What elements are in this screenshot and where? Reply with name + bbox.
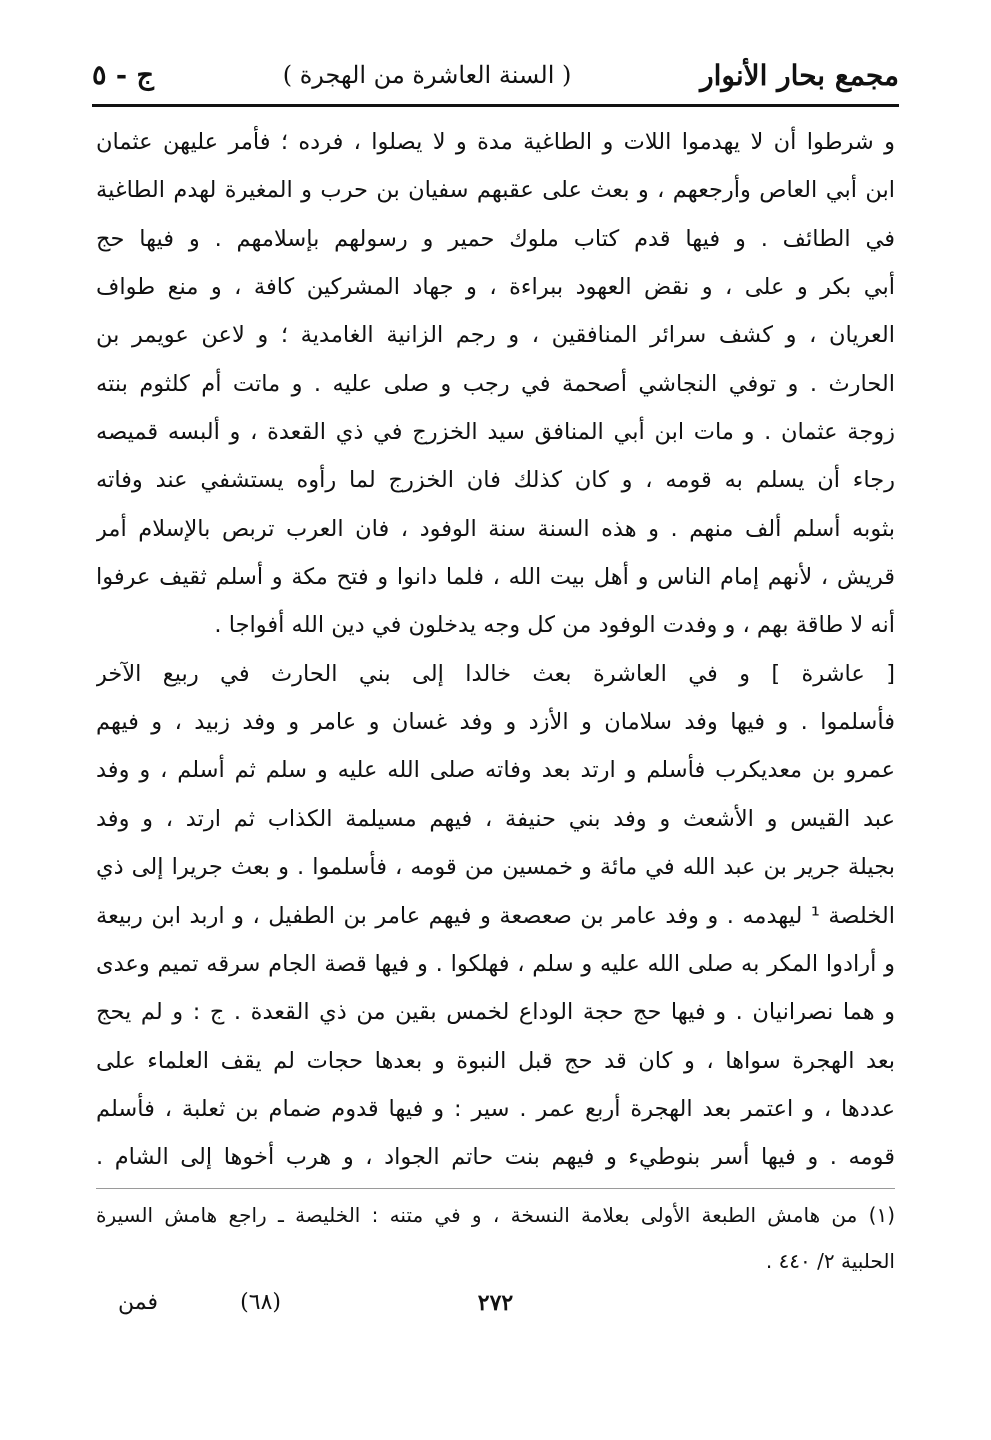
text-line: بثوبه أسلم ألف منهم . و هذه السنة سنة الوفود ، فان العرب تربص بالإسلام أمر [96, 515, 895, 542]
catchword: فمن [118, 1290, 158, 1315]
text-line: أنه لا طاقة بهم ، و وفدت الوفود من كل وجه يدخلون في دين الله أفواجا . [214, 612, 895, 639]
text-line: قريش ، لأنهم إمام الناس و أهل بيت الله ، فلما دانوا و فتح مكة و أسلم ثقيف عرفوا [96, 564, 895, 591]
text-line: عبد القيس و الأشعث و وفد بني حنيفة ، فيهم مسيلمة الكذاب ثم ارتد ، و وفد [96, 805, 895, 832]
page-number: ٢٧٢ [477, 1290, 514, 1316]
text-line: و شرطوا أن لا يهدموا اللات و الطاغية مدة و لا يصلوا ، فرده ؛ فأمر عليهن عثمان [96, 129, 895, 155]
text-line: بجيلة جرير بن عبد الله في مائة و خمسين من قومه ، فأسلموا . و بعث جريرا إلى ذي [96, 854, 895, 881]
text-line: عمرو بن معديكرب فأسلم و ارتد بعد وفاته صلى الله عليه و سلم ثم أسلم ، و وفد [96, 757, 895, 784]
text-line: الخلصة ¹ ليهدمه . و وفد عامر بن صعصعة و فيهم عامر بن الطفيل ، و اربد ابن ربيعة [96, 902, 895, 929]
footnote-line: الحلبية ٢/ ٤٤٠ . [765, 1249, 895, 1273]
volume-label: ج - ٥ [92, 59, 154, 91]
text-line: أبي بكر و على ، و نقض العهود ببراءة ، و جهاد المشركين كافة ، و منع طواف [96, 274, 895, 301]
footnotes [96, 1192, 895, 1284]
section-title: ( السنة العاشرة من الهجرة ) [282, 61, 572, 89]
footnote-line: (١) من هامش الطبعة الأولى بعلامة النسخة ، و في متنه : الخليصة ـ راجع هامش السيرة [96, 1203, 895, 1227]
text-line: فأسلموا . و فيها وفد سلامان و الأزد و وفد غسان و عامر و وفد زبيد ، و فيهم [96, 709, 895, 736]
book-title: مجمع بحار الأنوار [700, 58, 899, 92]
text-line: زوجة عثمان . و مات ابن أبي المنافق سيد الخزرج في ذي القعدة ، و ألبسه قميصه [96, 419, 895, 446]
running-header [92, 52, 899, 98]
text-line-section-start: [ عاشرة ] و في العاشرة بعث خالدا إلى بني الحارث في ربيع الآخر [96, 660, 895, 687]
header-rule [92, 104, 899, 107]
text-line: رجاء أن يسلم به قومه ، و كان كذلك فان الخزرج لما رأوه يستشفي عند وفاته [96, 467, 895, 494]
text-line: ابن أبي العاص وأرجعهم ، و بعث على عقبهم سفيان بن حرب و المغيرة لهدم الطاغية [96, 177, 895, 204]
text-line: و هما نصرانيان . و فيها حج حجة الوداع لخمس بقين من ذي القعدة . ج : و لم يحج [96, 999, 895, 1026]
text-line: العريان ، و كشف سرائر المنافقين ، و رجم الزانية الغامدية ؛ و لاعن عويمر بن [96, 322, 895, 349]
text-line: عددها ، و اعتمر بعد الهجرة أربع عمر . سير : و فيها قدوم ضمام بن ثعلبة ، فأسلم [96, 1095, 895, 1122]
page-footer [110, 1290, 881, 1330]
text-line: في الطائف . و فيها قدم كتاب ملوك حمير و رسولهم بإسلامهم . و فيها حج [96, 225, 895, 252]
text-line: الحارث . و توفي النجاشي أصحمة في رجب و صلى عليه . و ماتت أم كلثوم بنته [96, 370, 895, 397]
main-text [96, 118, 895, 1182]
footnote-rule [96, 1188, 895, 1189]
text-line: قومه . و فيها أسر بنوطيء و فيهم بنت حاتم الجواد ، و هرب أخوها إلى الشام . [96, 1144, 895, 1171]
signature-mark: (٦٨) [240, 1290, 281, 1315]
text-line: و أرادوا المكر به صلى الله عليه و سلم ، فهلكوا . و فيها قصة الجام سرقه تميم وعدى [96, 950, 895, 977]
text-line: بعد الهجرة سواها ، و كان قد حج قبل النبوة و بعدها حجات لم يقف العلماء على [96, 1047, 895, 1074]
